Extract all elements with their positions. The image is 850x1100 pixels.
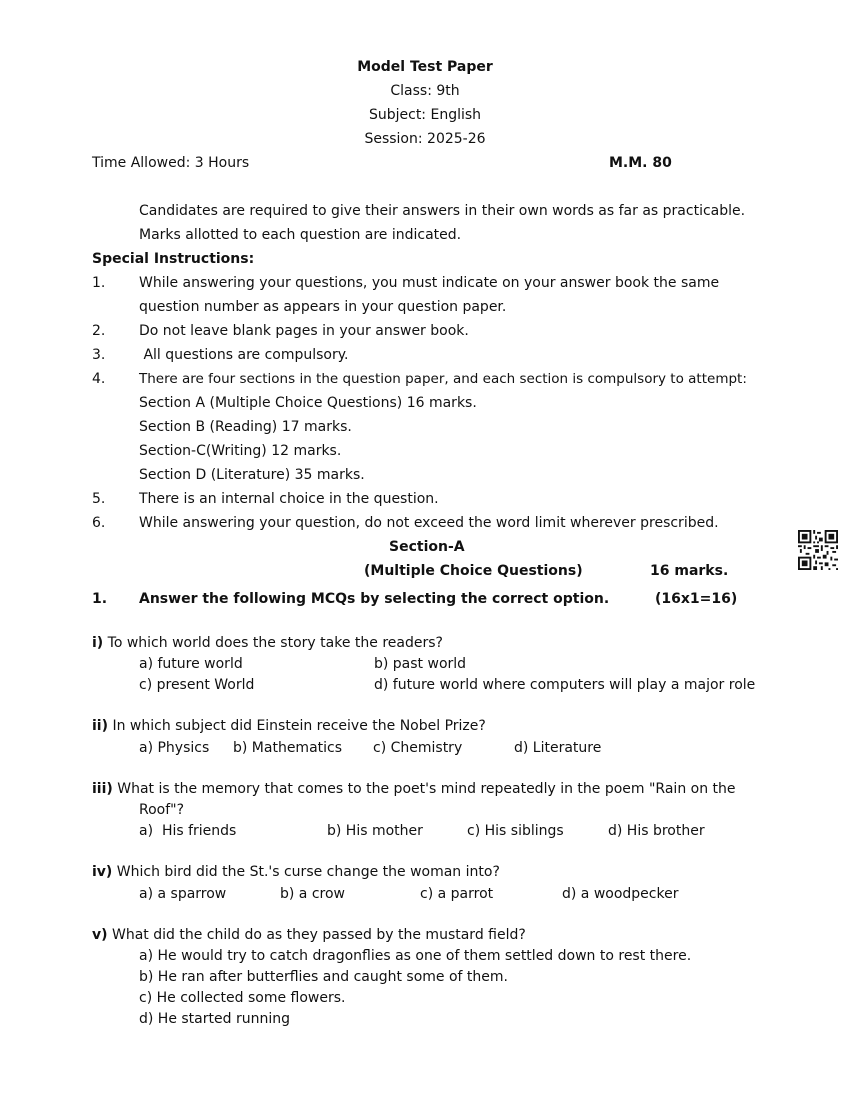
mcq-option: a) He would try to catch dragonflies as one of them settled down to rest there. <box>139 948 692 964</box>
instruction-number: 5. <box>92 491 106 507</box>
instruction-text: Section-C(Writing) 12 marks. <box>139 443 342 459</box>
mcq-label: iv) <box>92 864 113 880</box>
mcq-option: b) He ran after butterflies and caught some of them. <box>139 969 508 985</box>
mcq-text-continued: Roof"? <box>139 802 185 818</box>
mcq-option: c) a parrot <box>420 886 494 902</box>
question-instruction: Answer the following MCQs by selecting the correct option. <box>139 591 610 607</box>
subject-line: Subject: English <box>368 107 482 123</box>
mcq-option: a) future world <box>139 656 243 672</box>
section-title: Section-A <box>389 539 465 555</box>
instruction-text: All questions are compulsory. <box>139 347 349 363</box>
mcq-option: c) He collected some flowers. <box>139 990 346 1006</box>
mcq-text: What is the memory that comes to the poet's mind repeatedly in the poem "Rain on the <box>117 781 736 797</box>
instruction-text: Do not leave blank pages in your answer book. <box>139 323 469 339</box>
mcq-option: a) Physics <box>139 740 210 756</box>
instruction-number: 4. <box>92 371 106 387</box>
session-line: Session: 2025-26 <box>364 131 486 147</box>
instruction-number: 6. <box>92 515 106 531</box>
mcq-label: ii) <box>92 718 108 734</box>
mcq-text: Which bird did the St.'s curse change the woman into? <box>116 864 500 880</box>
mcq-question <box>92 634 443 652</box>
mcq-option: b) His mother <box>327 823 423 839</box>
instruction-text: There is an internal choice in the question. <box>139 491 439 507</box>
mcq-label: iii) <box>92 781 113 797</box>
instruction-text: Section D (Literature) 35 marks. <box>139 467 365 483</box>
instruction-text: Section B (Reading) 17 marks. <box>139 419 352 435</box>
mcq-question <box>92 863 500 881</box>
instruction-number: 2. <box>92 323 106 339</box>
mcq-option: d) future world where computers will play a major role <box>374 677 756 693</box>
instruction-text: There are four sections in the question paper, and each section is compulsory to attempt: <box>139 371 747 387</box>
mcq-text: What did the child do as they passed by the mustard field? <box>111 927 526 943</box>
instruction-number: 3. <box>92 347 106 363</box>
qr-code-icon <box>798 530 838 570</box>
mcq-question <box>92 717 486 735</box>
question-marks: (16x1=16) <box>655 591 738 607</box>
instruction-text: question number as appears in your question paper. <box>139 299 507 315</box>
general-instruction: Candidates are required to give their answers in their own words as far as practicable. <box>139 203 746 219</box>
mcq-question <box>92 926 526 944</box>
section-subtitle: (Multiple Choice Questions) <box>364 563 583 579</box>
mcq-option: b) past world <box>374 656 467 672</box>
mcq-option: d) a woodpecker <box>562 886 679 902</box>
instruction-number: 1. <box>92 275 106 291</box>
max-marks: M.M. 80 <box>609 155 672 171</box>
mcq-text: To which world does the story take the readers? <box>107 635 443 651</box>
time-allowed: Time Allowed: 3 Hours <box>92 155 250 171</box>
section-marks: 16 marks. <box>650 563 729 579</box>
mcq-option: c) present World <box>139 677 255 693</box>
mcq-option: c) His siblings <box>467 823 564 839</box>
mcq-option: b) Mathematics <box>233 740 343 756</box>
mcq-label: i) <box>92 635 104 651</box>
instruction-text: While answering your question, do not exceed the word limit wherever prescribed. <box>139 515 719 531</box>
special-instructions-heading: Special Instructions: <box>92 251 255 267</box>
class-line: Class: 9th <box>390 83 460 99</box>
mcq-label: v) <box>92 927 108 943</box>
mcq-option: a) a sparrow <box>139 886 227 902</box>
question-number: 1. <box>92 591 108 607</box>
general-instruction: Marks allotted to each question are indicated. <box>139 227 462 243</box>
mcq-text: In which subject did Einstein receive the Nobel Prize? <box>112 718 486 734</box>
mcq-option: b) a crow <box>280 886 345 902</box>
paper-title: Model Test Paper <box>357 59 493 75</box>
mcq-option: a) His friends <box>139 823 237 839</box>
mcq-option: d) He started running <box>139 1011 290 1027</box>
mcq-option: c) Chemistry <box>373 740 463 756</box>
mcq-option: d) His brother <box>608 823 705 839</box>
mcq-question <box>92 780 736 798</box>
mcq-option: d) Literature <box>514 740 602 756</box>
instruction-text: Section A (Multiple Choice Questions) 16 marks. <box>139 395 477 411</box>
instruction-text: While answering your questions, you must indicate on your answer book the same <box>139 275 720 291</box>
